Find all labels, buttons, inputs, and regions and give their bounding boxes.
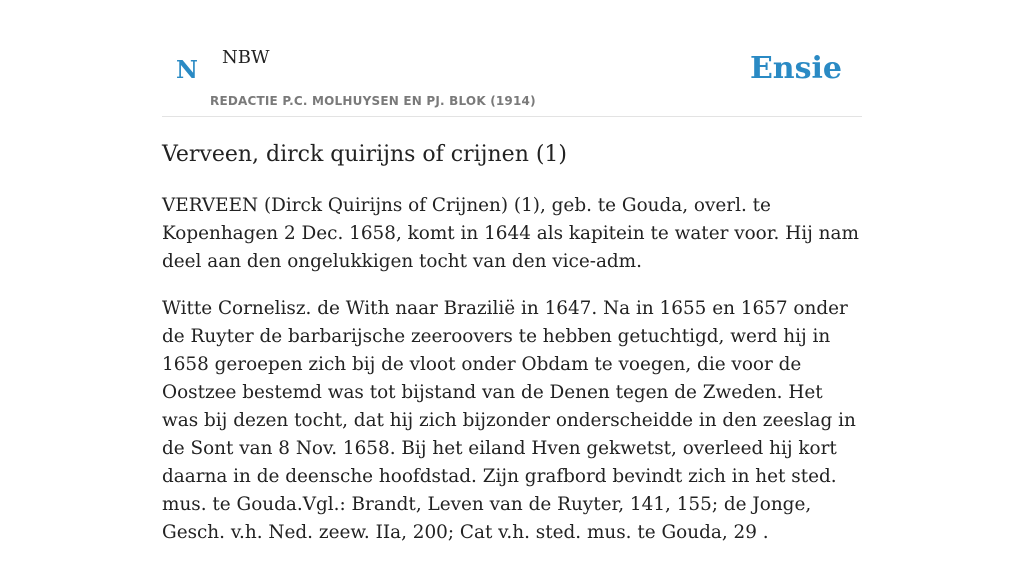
article-paragraph: VERVEEN (Dirck Quirijns of Crijnen) (1), geb. te Gouda, overl. te Kopenhagen 2 Dec. 1658, komt in 1644 als kapitein te water voor. Hij nam deel aan den ongelukkigen tocht van den vice-adm. — [162, 195, 859, 272]
ensie-logo[interactable]: Ensie — [749, 51, 842, 86]
source-logo[interactable]: N — [176, 55, 198, 84]
source-name[interactable]: NBW — [222, 47, 270, 68]
article-title: Verveen, dirck quirijns of crijnen (1) — [162, 142, 568, 167]
article-paragraph: Witte Cornelisz. de With naar Brazilië in 1647. Na in 1655 en 1657 onder de Ruyter de barbarijsche zeeroovers te hebben getuchtigd, werd hij in 1658 geroepen zich bij de vloot onder Obdam te voegen, die voor de Oostzee bestemd was tot bijstand van de Denen tegen de Zweden. Het was bij dezen tocht, dat hij zich bijzonder onderscheidde in den zeeslag in de Sont van 8 Nov. 1658. Bij het eiland Hven gekwetst, overleed hij kort daarna in de deensche hoofdstad. Zijn grafbord bevindt zich in het sted. mus. te Gouda.Vgl.: Brandt, Leven van de Ruyter, 141, 155; de Jonge, Gesch. v.h. Ned. zeew. IIa, 200; Cat v.h. sted. mus. te Gouda, 29 . — [162, 298, 856, 543]
source-editors: REDACTIE P.C. MOLHUYSEN EN PJ. BLOK (1914) — [210, 94, 536, 108]
article-body — [162, 192, 862, 566]
source-header — [162, 0, 862, 117]
